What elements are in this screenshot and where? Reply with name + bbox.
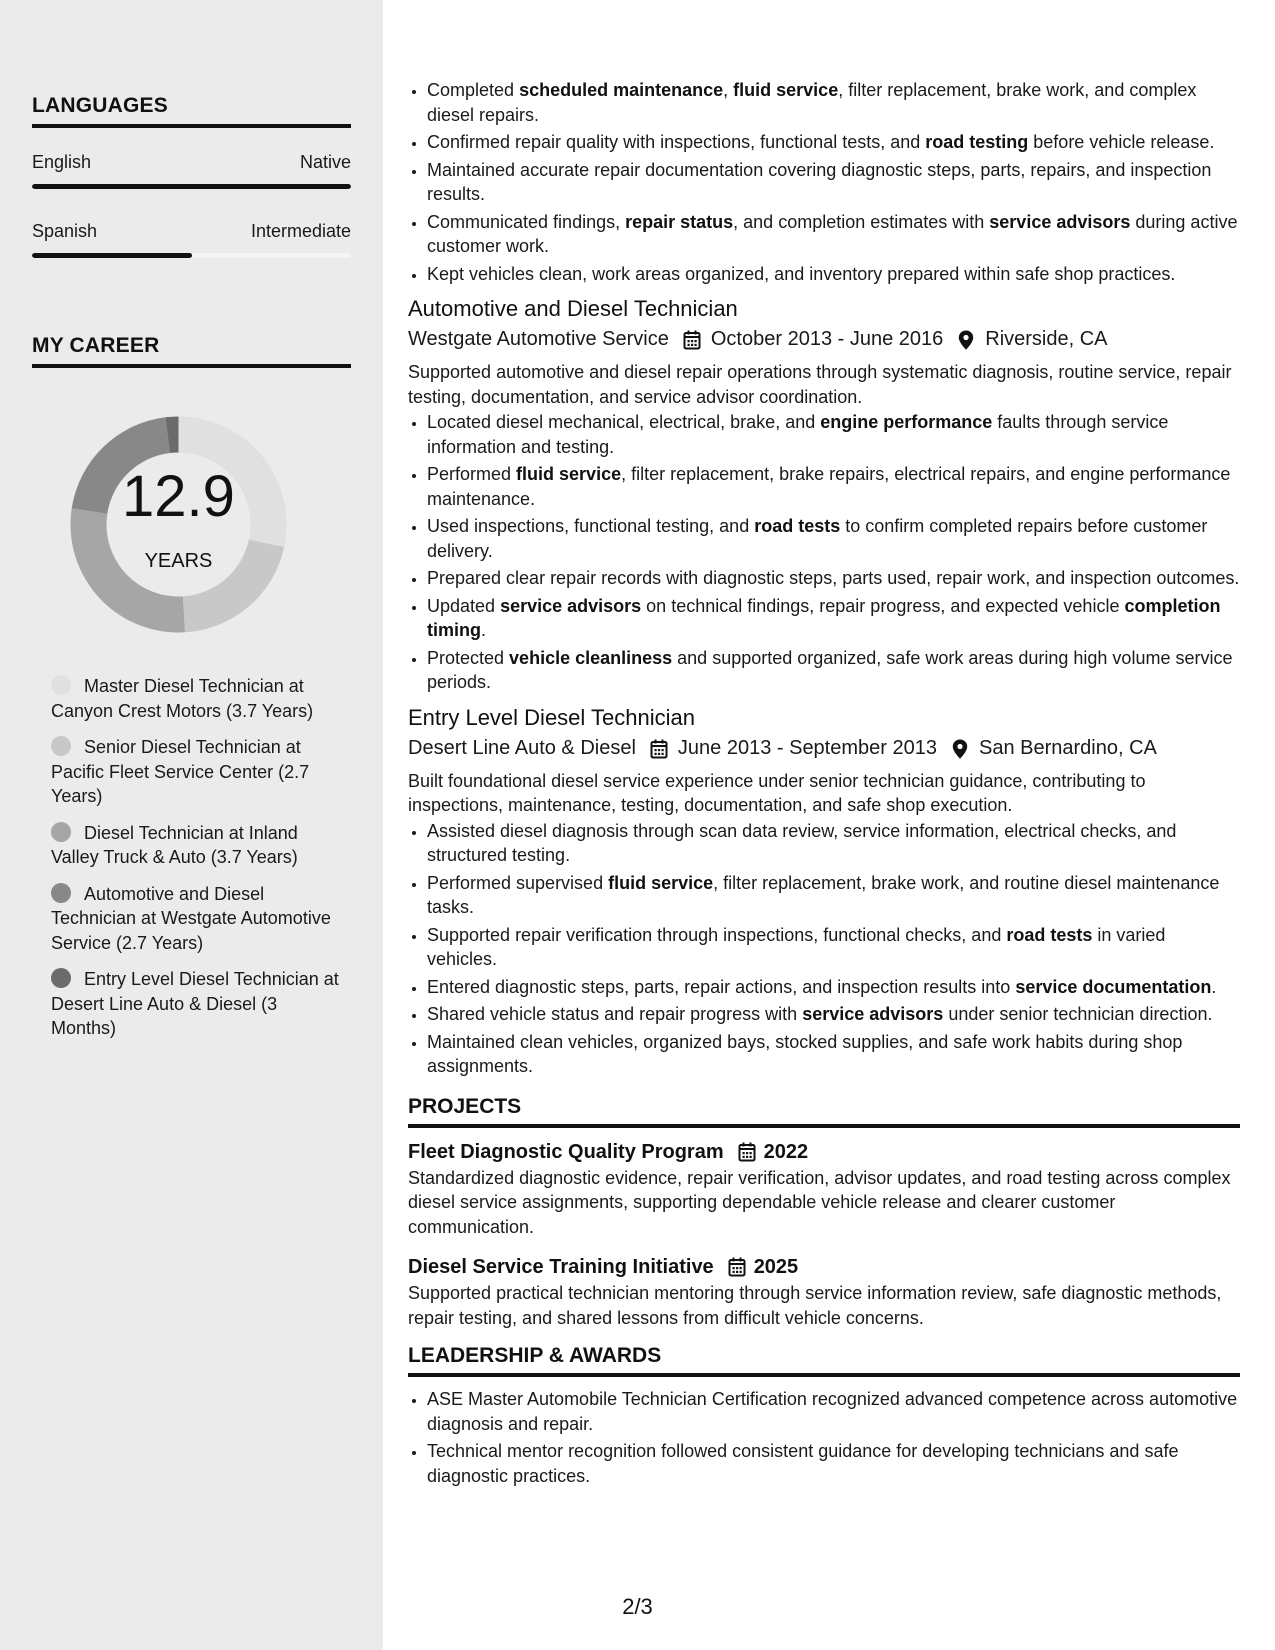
job-bullets [408,410,1240,695]
calendar-icon [728,1257,746,1277]
job-title: Automotive and Diesel Technician [408,296,738,321]
job-location: San Bernardino, CA [978,736,1157,759]
bullet-item: • Maintained clean vehicles, organized bays, stocked supplies, and safe work habits during shop assignments. [427,1030,1240,1079]
awards-heading: LEADERSHIP & AWARDS [408,1344,1240,1377]
page-number: 2/3 [622,1594,653,1619]
legend-dot-icon [51,822,71,842]
calendar-icon [738,1142,756,1162]
job-entry [408,294,1240,695]
map-pin-icon [957,329,975,349]
bullet-item: • Shared vehicle status and repair progress with service advisors under senior technician direction. [427,1002,1240,1027]
job-entry [408,703,1240,1079]
calendar-icon [683,329,701,349]
job-company: Westgate Automotive Service [408,328,669,350]
career-donut-chart [66,412,291,637]
bullet-item: • Located diesel mechanical, electrical, brake, and engine performance faults through service information and testing. [427,410,1240,459]
language-name: Spanish [32,221,98,241]
legend-dot-icon [51,883,71,903]
legend-dot-icon [51,968,71,988]
project-title-row [408,1138,1240,1166]
job-meta [408,733,1240,763]
career-legend-label: Master Diesel Technician at Canyon Crest Motors (3.7 Years) [51,676,314,721]
experience-bullets [408,78,1240,286]
sidebar [0,0,383,1650]
project-entry [408,1253,1240,1330]
map-pin-icon [951,738,969,758]
legend-dot-icon [51,736,71,756]
career-years-unit: YEARS [144,550,213,572]
job-bullets [408,819,1240,1079]
bullet-item: • Communicated findings, repair status, and completion estimates with service advisors during active customer work. [427,210,1240,259]
career-legend-item [51,882,341,956]
career-legend-item [51,821,341,870]
bullet-item: • Updated service advisors on technical findings, repair progress, and expected vehicle completion timing. [427,594,1240,643]
calendar-icon [650,738,668,758]
language-proficiency-fill [32,253,192,258]
bullet-item: • Performed supervised fluid service, filter replacement, brake work, and routine diesel maintenance tasks. [427,871,1240,920]
bullet-item: • Used inspections, functional testing, and road tests to confirm completed repairs before customer delivery. [427,514,1240,563]
job-company: Desert Line Auto & Diesel [408,736,636,759]
award-item: • Technical mentor recognition followed consistent guidance for developing technicians and safe diagnostic practices. [427,1439,1240,1488]
project-description: Standardized diagnostic evidence, repair verification, advisor updates, and road testing across complex diesel service assignments, supporting dependable vehicle release and clearer customer communication. [408,1167,1231,1237]
career-legend [51,674,341,1053]
bullet-item: • Performed fluid service, filter replacement, brake repairs, electrical repairs, and engine performance maintenance. [427,462,1240,511]
project-year: 2022 [763,1140,809,1163]
bullet-item: • Supported repair verification through inspections, functional checks, and road tests in varied vehicles. [427,923,1240,972]
bullet-item: • Prepared clear repair records with diagnostic steps, parts used, repair work, and inspection outcomes. [427,566,1240,591]
job-dates: June 2013 - September 2013 [677,736,937,759]
language-level: Intermediate [250,221,351,241]
project-title-row [408,1253,1240,1281]
bullet-item: • Completed scheduled maintenance, fluid service, filter replacement, brake work, and complex diesel repairs. [427,78,1240,127]
project-title: Diesel Service Training Initiative [408,1256,714,1278]
bullet-item: • Protected vehicle cleanliness and supported organized, safe work areas during high volume service periods. [427,646,1240,695]
award-item: • ASE Master Automobile Technician Certification recognized advanced competence across automotive diagnosis and repair. [427,1387,1240,1436]
career-legend-item [51,674,341,723]
career-legend-label: Diesel Technician at Inland Valley Truck & Auto (3.7 Years) [51,822,298,867]
languages-heading: LANGUAGES [32,94,351,128]
project-description: Supported practical technician mentoring through service information review, safe diagnostic methods, repair testing, and shared lessons from difficult vehicle concerns. [408,1283,1222,1328]
bullet-item: • Kept vehicles clean, work areas organized, and inventory prepared within safe shop practices. [427,262,1240,287]
bullet-item: • Confirmed repair quality with inspections, functional tests, and road testing before vehicle release. [427,130,1240,155]
bullet-item: • Assisted diesel diagnosis through scan data review, service information, electrical checks, and structured testing. [427,819,1240,868]
job-location: Riverside, CA [985,328,1108,350]
career-total-years: 12.9 [122,464,235,529]
career-legend-label: Automotive and Diesel Technician at Westgate Automotive Service (2.7 Years) [51,883,331,953]
job-meta [408,324,1240,354]
legend-dot-icon [51,675,71,695]
career-legend-label: Senior Diesel Technician at Pacific Fleet Service Center (2.7 Years) [51,737,310,806]
bullet-item: • Entered diagnostic steps, parts, repair actions, and inspection results into service documentation. [427,975,1240,1000]
bullet-item: • Maintained accurate repair documentation covering diagnostic steps, parts, repairs, and inspection results. [427,158,1240,207]
awards-list [408,1387,1240,1488]
career-legend-item [51,967,341,1041]
job-title: Entry Level Diesel Technician [408,704,695,730]
language-proficiency-bar [32,253,351,258]
job-description: Supported automotive and diesel repair operations through systematic diagnosis, routine service, repair testing, documentation, and service advisor coordination. [408,362,1232,407]
main-content [408,0,1240,1491]
project-entry [408,1138,1240,1240]
career-legend-label: Entry Level Diesel Technician at Desert Line Auto & Diesel (3 Months) [51,969,339,1038]
projects-heading: PROJECTS [408,1095,1240,1128]
language-row [32,221,351,242]
language-row [32,152,351,173]
language-name: English [32,152,92,172]
project-year: 2025 [753,1256,799,1278]
job-dates: October 2013 - June 2016 [710,328,944,350]
language-proficiency-fill [32,184,351,189]
language-proficiency-bar [32,184,351,189]
career-heading: MY CAREER [32,334,351,368]
project-title: Fleet Diagnostic Quality Program [408,1140,724,1163]
language-level: Native [299,152,351,172]
job-description: Built foundational diesel service experience under senior technician guidance, contributing to inspections, maintenance, testing, documentation, and safe shop execution. [408,770,1146,815]
career-legend-item [51,735,341,809]
